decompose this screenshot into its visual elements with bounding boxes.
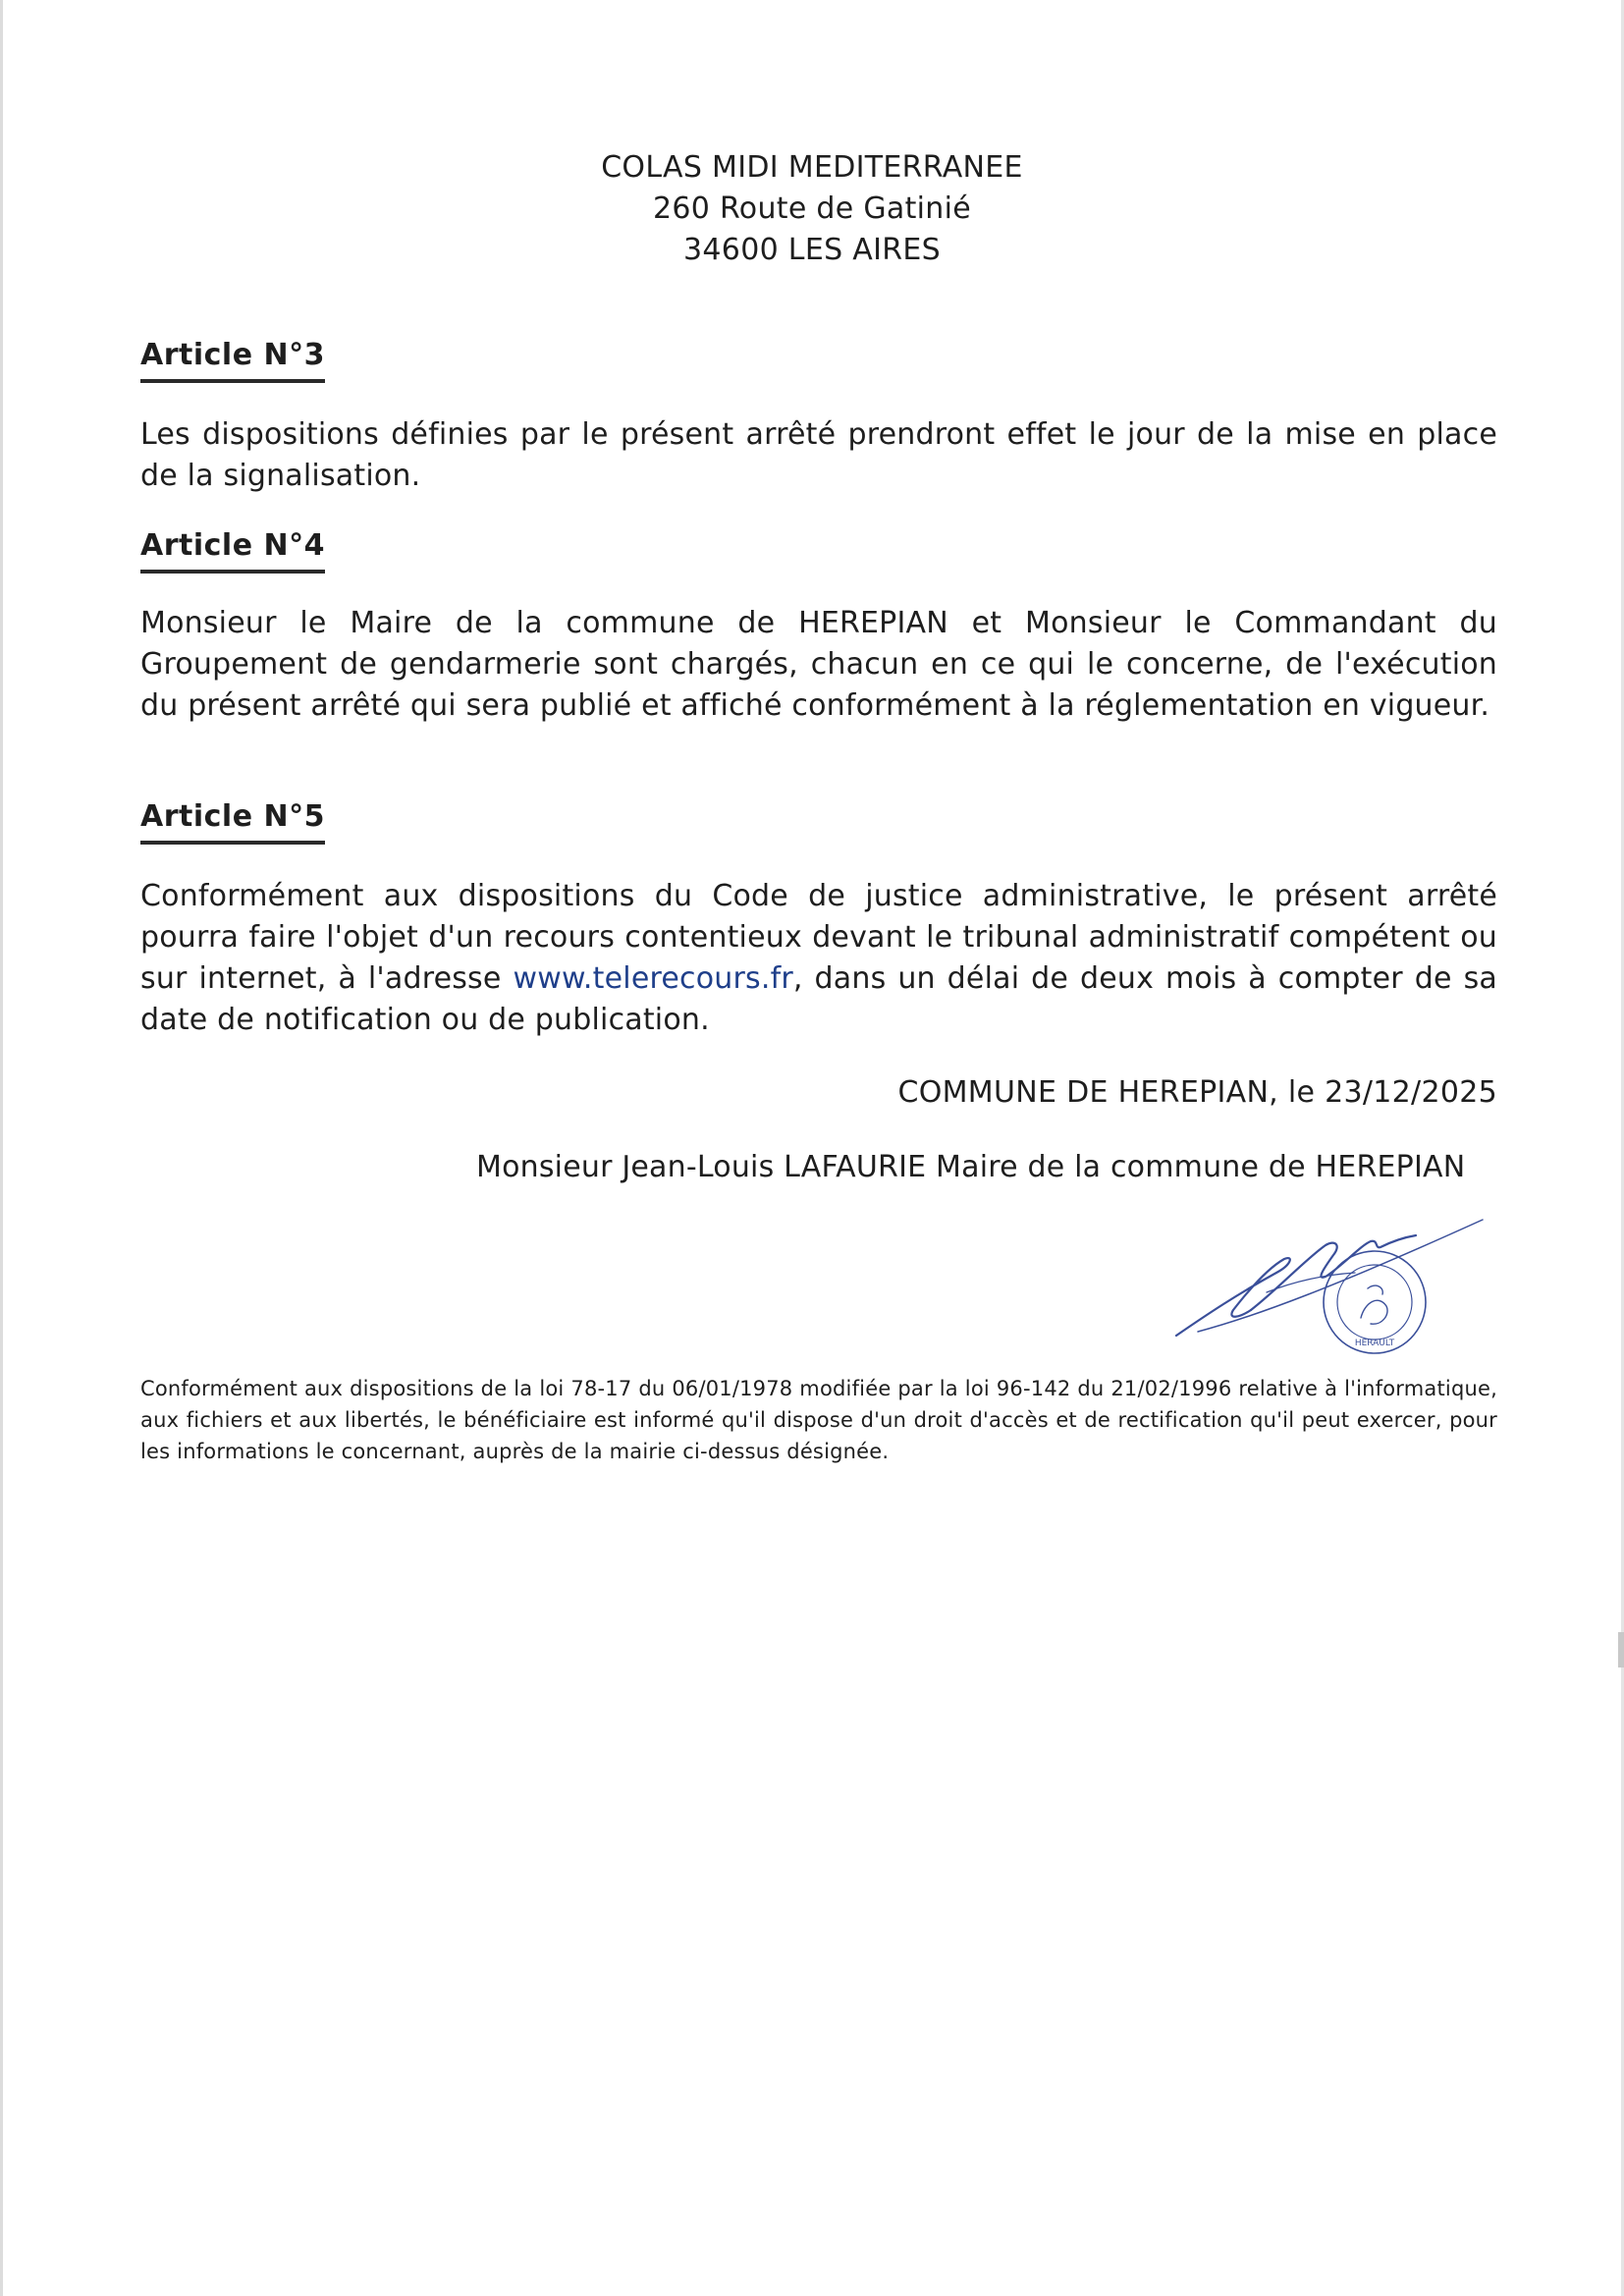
place-date-line: COMMUNE DE HEREPIAN, le 23/12/2025 [897,1075,1497,1110]
article-5-text-after-link: , dans un délai de deux mois à compter de sa date de notification ou de publication. [140,961,1497,1037]
data-protection-notice: Conformément aux dispositions de la loi 78-17 du 06/01/1978 modifiée par la loi 96-142 du 21/02/1996 relative à l'informatique, aux fichiers et aux libertés, le bénéficiaire est informé qu'il dispose d'un droit d'accès et de rectification qu'il peut exercer, pour les informations le concernant, auprès de la mairie ci-dessus désignée. [140,1377,1497,1463]
mayor-signature-and-seal [1168,1216,1492,1363]
signatory-line: Monsieur Jean-Louis LAFAURIE Maire de la commune de HEREPIAN [476,1150,1466,1184]
recipient-street: 260 Route de Gatinié [653,191,971,226]
recipient-city: 34600 LES AIRES [683,233,941,267]
signature-stroke-3 [1267,1273,1355,1292]
scan-edge-mark [1618,1632,1624,1667]
article-5-heading: Article N°5 [140,797,325,845]
article-3-text: Les dispositions définies par le présent arrêté prendront effet le jour de la mise en place de la signalisation. [140,417,1497,493]
recipient-name: COLAS MIDI MEDITERRANEE [601,150,1023,185]
article-5-text-before-link: Conformément aux dispositions du Code de justice administrative, le présent arrêté pourra faire l'objet d'un recours contentieux devant le tribunal administratif compétent ou sur internet, à l'adresse [140,879,1497,996]
scan-edge-left [0,0,3,2296]
article-3-heading: Article N°3 [140,336,325,383]
recipient-address-block [0,147,1624,271]
seal-emblem [1361,1285,1387,1324]
seal-text: HERAULT [1354,1339,1395,1348]
telerecours-link[interactable]: www.telerecours.fr [513,961,793,996]
article-5-text [140,876,1497,1041]
article-4-heading: Article N°4 [140,526,325,574]
article-4-text: Monsieur le Maire de la commune de HEREPIAN et Monsieur le Commandant du Groupement de gendarmerie sont chargés, chacun en ce qui le concerne, de l'exécution du présent arrêté qui sera publié et affiché conformément à la réglementation en vigueur. [140,606,1497,723]
signature-stroke-1 [1176,1258,1290,1336]
mairie-seal-inner [1337,1265,1412,1339]
